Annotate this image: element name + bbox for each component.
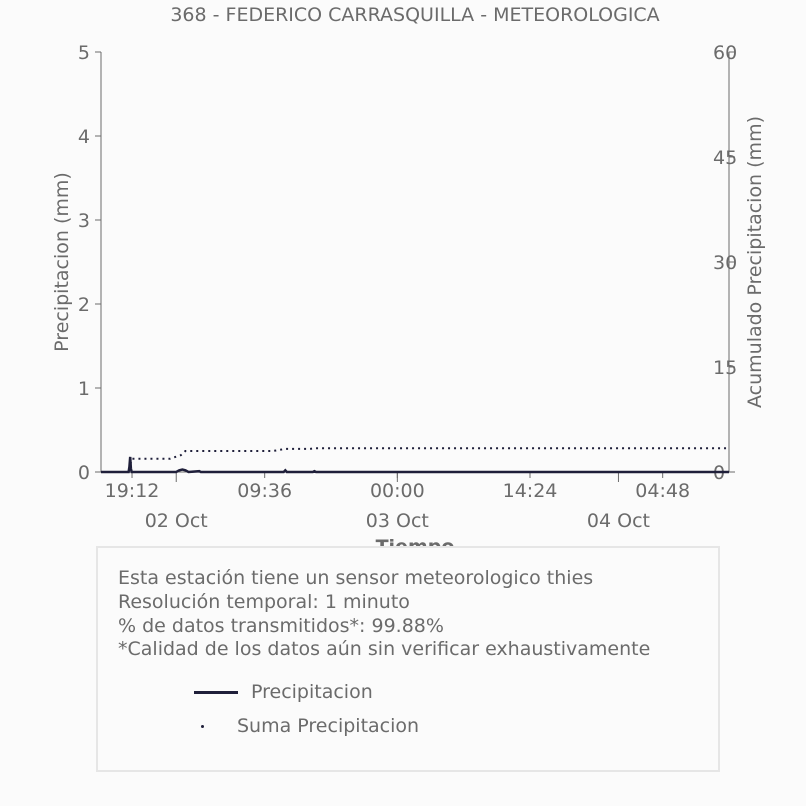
legend-line-swatch — [194, 691, 238, 694]
x-tick-label: 00:00 — [369, 480, 425, 502]
y-tick-label: 4 — [77, 126, 90, 148]
x-tick-label: 09:36 — [237, 480, 293, 502]
y2-tick-label: 60 — [713, 42, 738, 64]
series-line-suma-precipitacion — [101, 448, 729, 472]
x-tick-label: 04:48 — [635, 480, 691, 502]
legend-dot-swatch — [201, 725, 204, 728]
y-tick-label: 5 — [77, 42, 90, 64]
x-date-label: 03 Oct — [365, 510, 429, 532]
y-axis-label: Precipitacion (mm) — [51, 172, 73, 352]
series-line-precipitacion — [101, 457, 729, 472]
y2-axis-label: Acumulado Precipitacion (mm) — [744, 116, 766, 408]
info-line-sensor: Esta estación tiene un sensor meteorologico thies — [118, 567, 594, 589]
legend-label-precipitacion: Precipitacion — [251, 681, 373, 703]
x-date-label: 04 Oct — [586, 510, 650, 532]
x-date-label: 02 Oct — [144, 510, 208, 532]
chart-title: 368 - FEDERICO CARRASQUILLA - METEOROLOGICA — [170, 4, 660, 26]
y-tick-label: 0 — [77, 462, 90, 484]
info-line-resolution: Resolución temporal: 1 minuto — [118, 591, 410, 613]
info-box — [96, 546, 720, 772]
axes — [78, 42, 737, 532]
info-line-quality: *Calidad de los datos aún sin verificar exhaustivamente — [118, 638, 651, 660]
y-tick-label: 1 — [77, 378, 90, 400]
plot-area — [101, 448, 729, 472]
y2-tick-label: 30 — [713, 252, 738, 274]
info-line-transmitted: % de datos transmitidos*: 99.88% — [118, 615, 444, 637]
y-tick-label: 3 — [77, 210, 90, 232]
legend-label-suma: Suma Precipitacion — [237, 715, 420, 737]
x-tick-label: 14:24 — [502, 480, 558, 502]
y2-tick-label: 15 — [713, 357, 738, 379]
y-tick-label: 2 — [77, 294, 90, 316]
x-tick-label: 19:12 — [104, 480, 160, 502]
y2-tick-label: 0 — [713, 462, 726, 484]
y2-tick-label: 45 — [713, 147, 738, 169]
